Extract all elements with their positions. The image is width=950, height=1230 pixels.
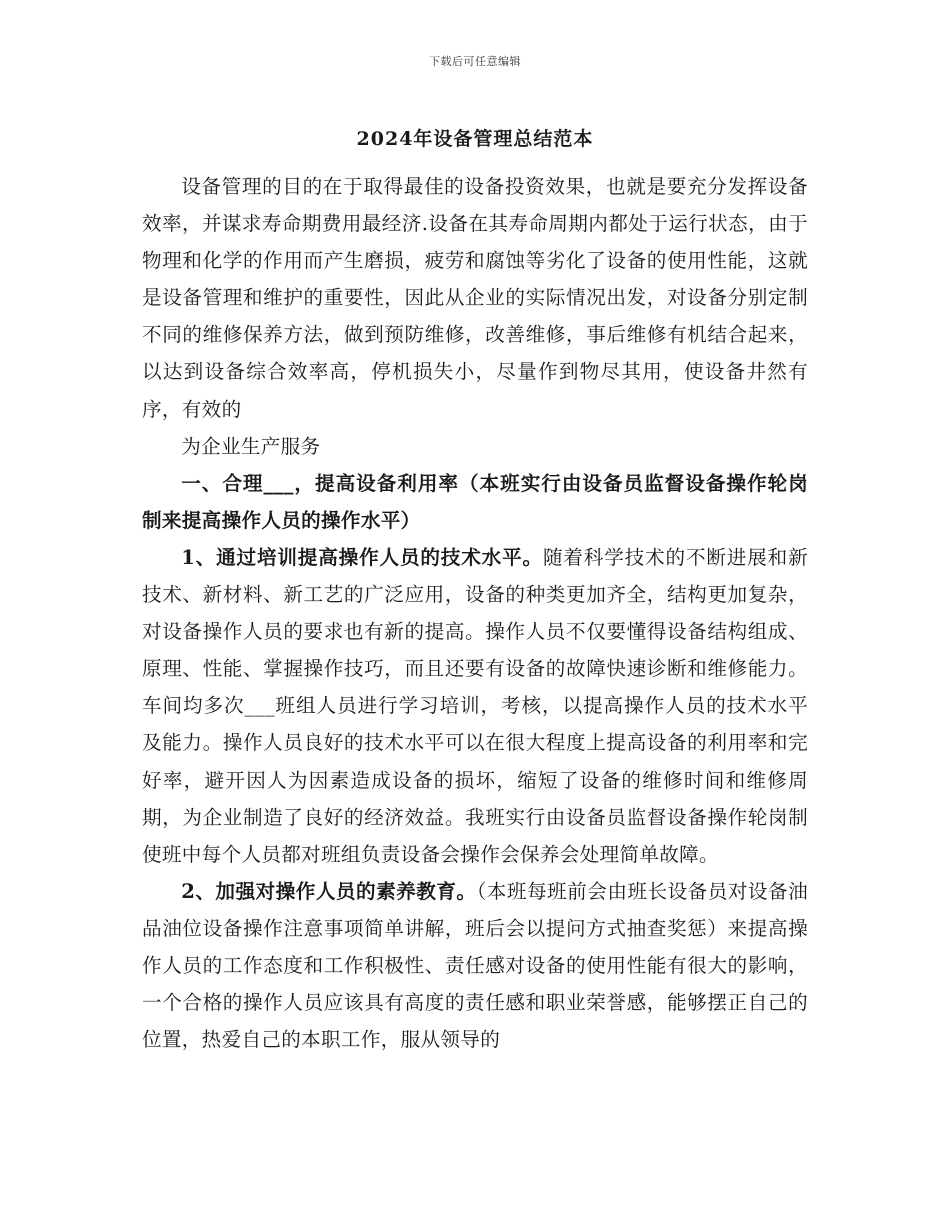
item-2-paragraph: [142, 873, 808, 1058]
page-header-note: 下载后可任意编辑: [429, 55, 521, 68]
item-2-lead: 2、加强对操作人员的素养教育。: [181, 879, 477, 903]
section-1-heading: 一、合理___，提高设备利用率（本班实行由设备员监督设备操作轮岗制来提高操作人员的操作水平）: [142, 471, 808, 532]
document-body: [142, 168, 808, 1058]
document-title: 2024年设备管理总结范本: [356, 128, 594, 150]
item-1-body: 随着科学技术的不断进展和新技术、新材料、新工艺的广泛应用，设备的种类更加齐全，结构更加复杂，对设备操作人员的要求也有新的提高。操作人员不仅要懂得设备结构组成、原理、性能、掌握操作技巧，而且还要有设备的故障快速诊断和维修能力。车间均多次___班组人员进行学习培训，考核，以提高操作人员的技术水平及能力。操作人员良好的技术水平可以在很大程度上提高设备的利用率和完好率，避开因人为因素造成设备的损坏，缩短了设备的维修时间和维修周期，为企业制造了良好的经济效益。我班实行由设备员监督设备操作轮岗制使班中每个人员都对班组负责设备会操作会保养会处理简单故障。: [142, 545, 808, 866]
intro-paragraph: 设备管理的目的在于取得最佳的设备投资效果，也就是要充分发挥设备效率，并谋求寿命期费用最经济.设备在其寿命周期内都处于运行状态，由于物理和化学的作用而产生磨损，疲劳和腐蚀等劣化了设备的使用性能，这就是设备管理和维护的重要性，因此从企业的实际情况出发，对设备分别定制不同的维修保养方法，做到预防维修，改善维修，事后维修有机结合起来，以达到设备综合效率高，停机损失小，尽量作到物尽其用，使设备井然有序，有效的: [142, 175, 808, 421]
intro-continuation: 为企业生产服务: [181, 434, 321, 458]
item-1-paragraph: [142, 539, 808, 873]
item-2-body: （本班每班前会由班长设备员对设备油品油位设备操作注意事项简单讲解，班后会以提问方式抽查奖惩）来提高操作人员的工作态度和工作积极性、责任感对设备的使用性能有很大的影响，一个合格的操作人员应该具有高度的责任感和职业荣誉感，能够摆正自己的位置，热爱自己的本职工作，服从领导的: [142, 879, 808, 1052]
item-1-lead: 1、通过培训提高操作人员的技术水平。: [181, 545, 543, 569]
